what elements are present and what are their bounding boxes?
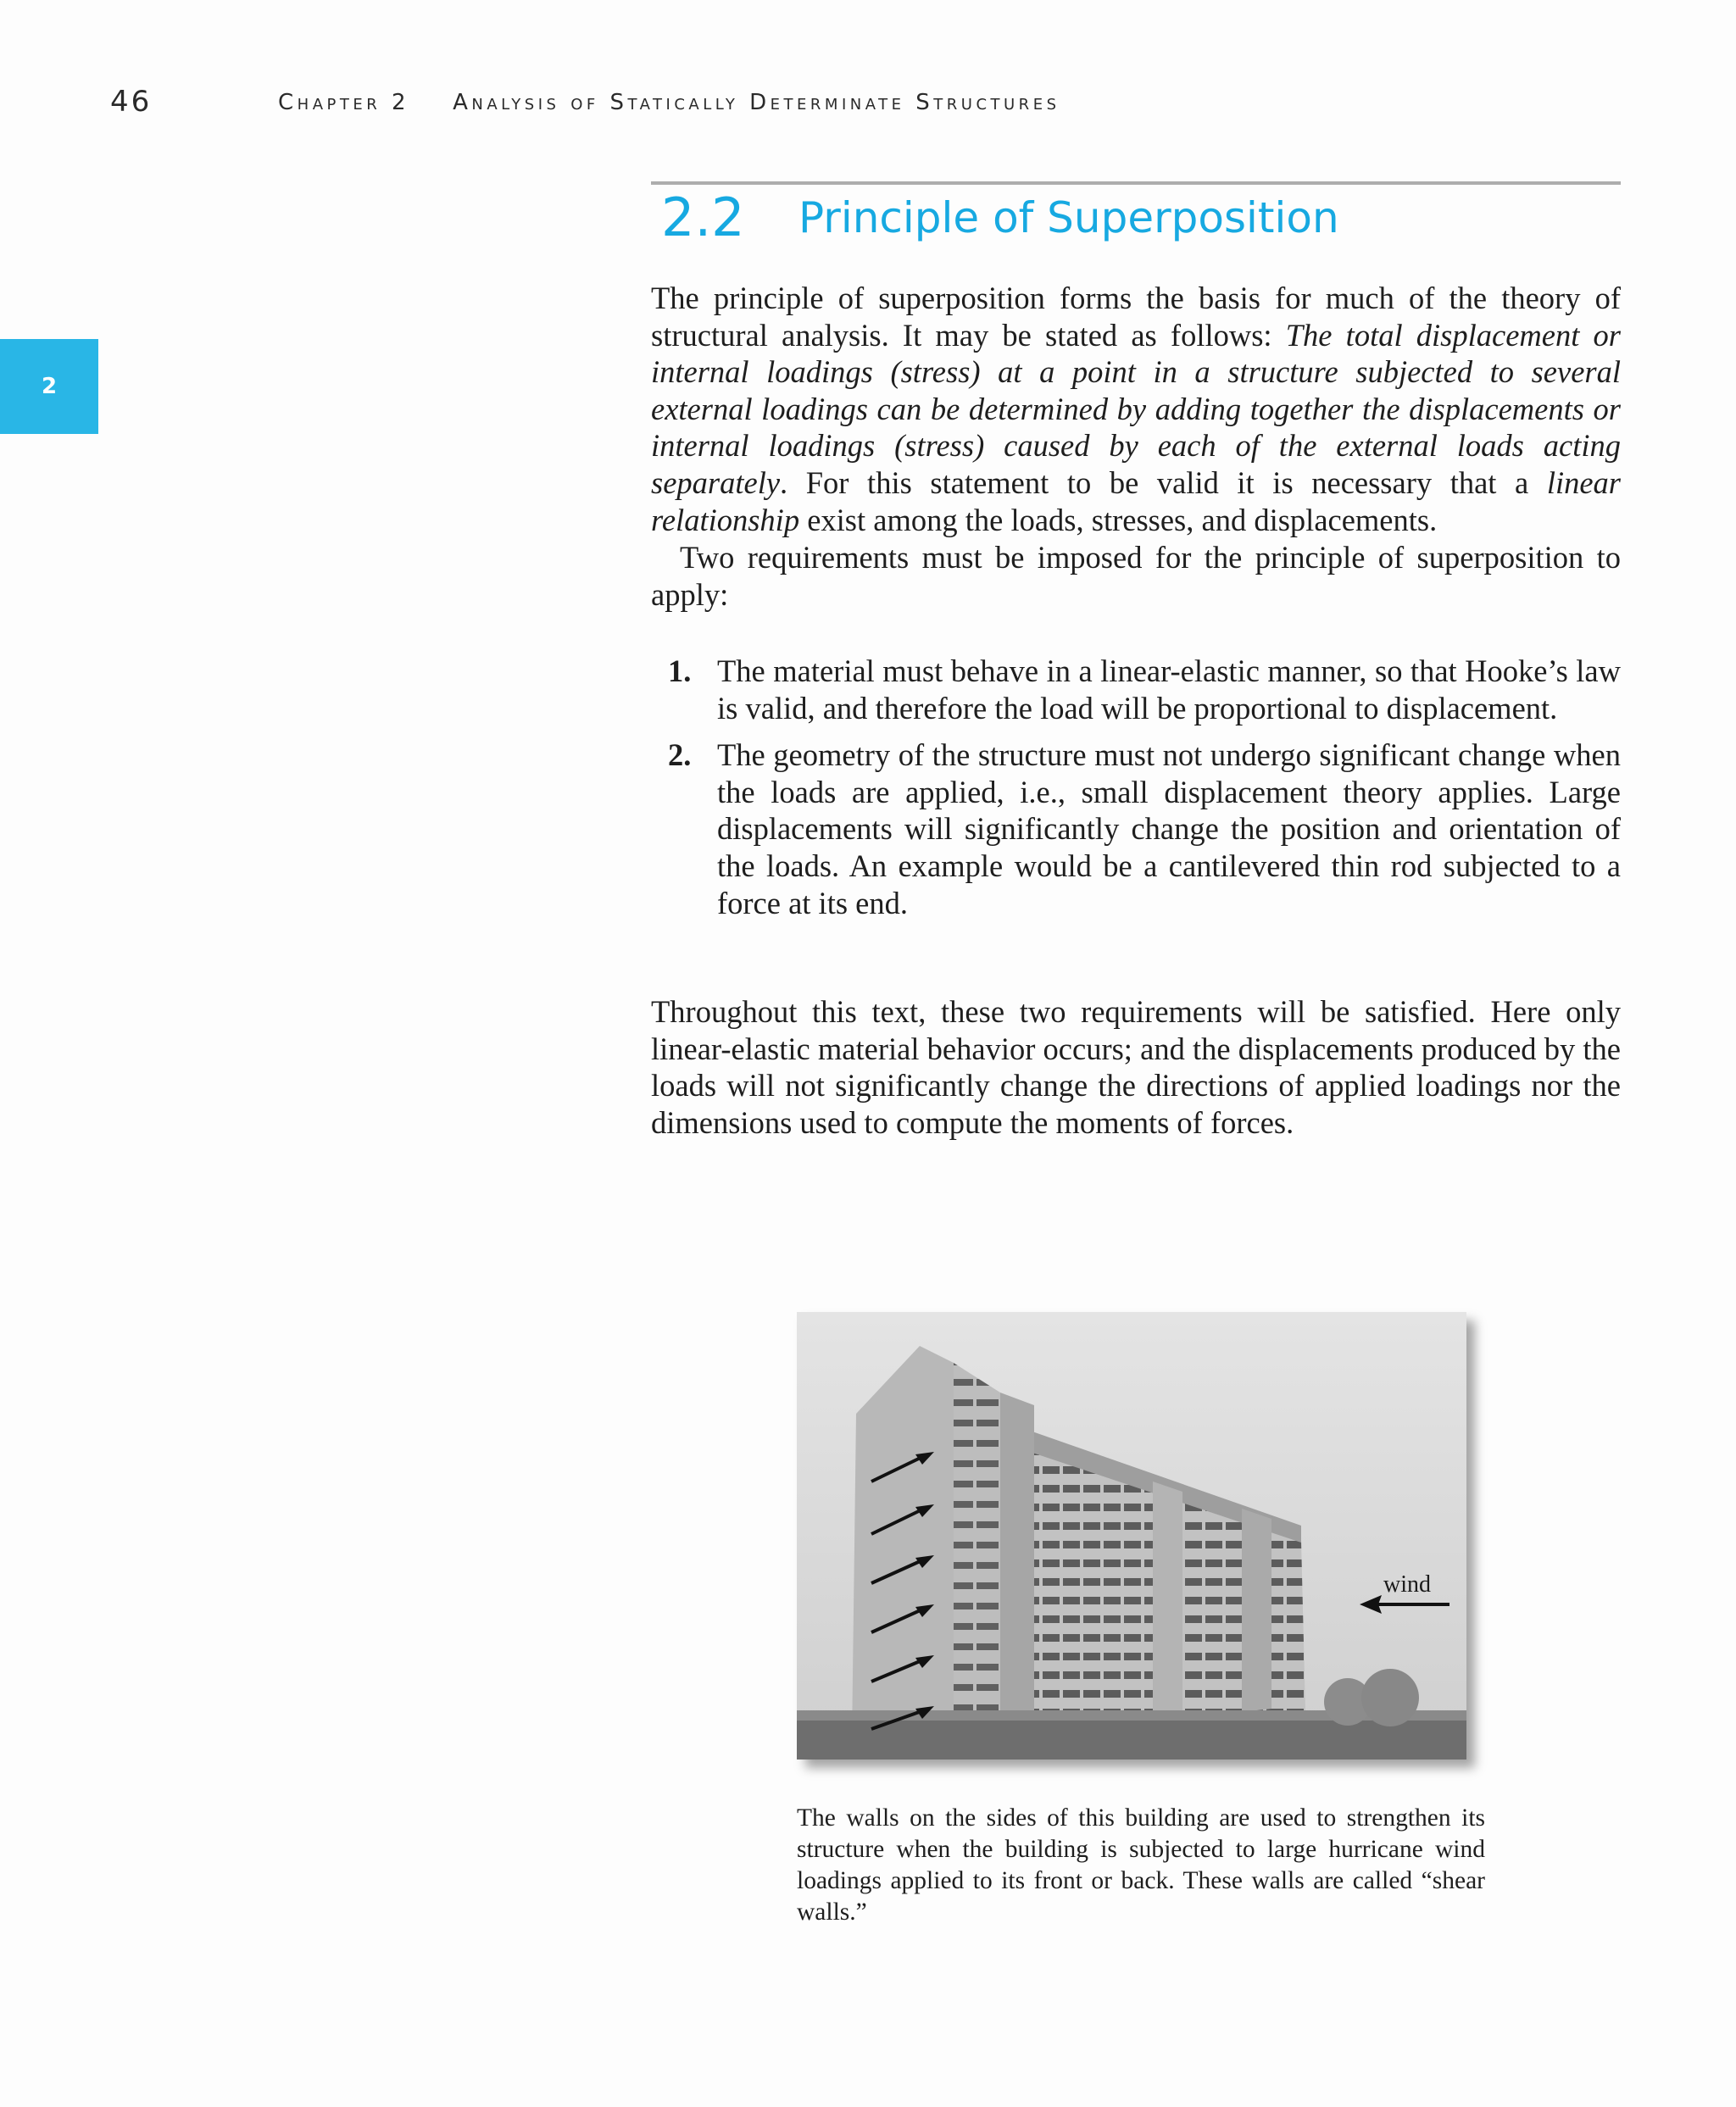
section-title: Principle of Superposition: [798, 193, 1339, 242]
list-number: 2.: [668, 737, 692, 773]
paragraph-conclusion: Throughout this text, these two requirements will be satisfied. Here only linear-elastic material behavior occurs; and the displacements produced by the loads will not significantly change the directions of applied loadings nor the dimensions used to compute the moments of forces.: [651, 994, 1621, 1140]
paragraph-requirements: Two requirements must be imposed for the principle of superposition to apply:: [651, 540, 1621, 612]
running-header: [0, 85, 1736, 127]
figure-caption: The walls on the sides of this building are used to strengthen its structure when the building is subjected to large hurricane wind loadings applied to its front or back. These walls are called “shear walls.”: [797, 1804, 1485, 1926]
page-number: 46: [110, 85, 153, 119]
chapter-label: Chapter 2: [278, 90, 410, 115]
list-text: The geometry of the structure must not undergo significant change when the loads are applied, i.e., small displacement theory applies. Large displacements will significantly change the position and orientation of the loads. An example would be a cantilevered thin rod subjected to a force at its end.: [717, 737, 1621, 920]
tree: [1361, 1669, 1419, 1726]
shear-wall-mid: [1153, 1482, 1182, 1717]
running-head: [278, 90, 1060, 115]
intro-text-c: . For this statement to be valid it is necessary that a: [780, 464, 1547, 500]
shear-wall-front: [1000, 1393, 1034, 1732]
list-item: [651, 653, 1621, 726]
wind-label: wind: [1383, 1571, 1431, 1598]
ground: [797, 1717, 1466, 1760]
shear-wall-end: [852, 1346, 954, 1740]
section-rule: [651, 181, 1621, 185]
side-windows: [954, 1363, 1000, 1736]
intro-text-e: exist among the loads, stresses, and displacements.: [799, 502, 1438, 537]
list-number: 1.: [668, 653, 692, 688]
chapter-title: Analysis of Statically Determinate Structures: [453, 90, 1060, 115]
building-illustration: [797, 1312, 1466, 1760]
intro-text-a: The principle of superposition forms the basis for much of the theory of structural analysis. It may be stated as follows:: [651, 281, 1621, 353]
shear-wall-far: [1242, 1509, 1271, 1712]
list-text: The material must behave in a linear-elastic manner, so that Hooke’s law is valid, and therefore the load will be proportional to displacement.: [717, 653, 1621, 725]
requirements-list: [651, 653, 1621, 931]
building-photo: [797, 1312, 1466, 1760]
paragraph-intro: [651, 280, 1621, 538]
intro-text-italic: The total displacement or internal loadings (stress) at a point in a structure subjected to several external loadings can be determined by adding together the displacements or internal loadings (stress) caused by each of the external loads acting separately: [651, 317, 1621, 500]
section-number: 2.2: [661, 186, 745, 248]
intro-text-italic-2: linear relationship: [651, 464, 1621, 537]
chapter-tab: 2: [0, 339, 98, 434]
list-item: [651, 737, 1621, 921]
